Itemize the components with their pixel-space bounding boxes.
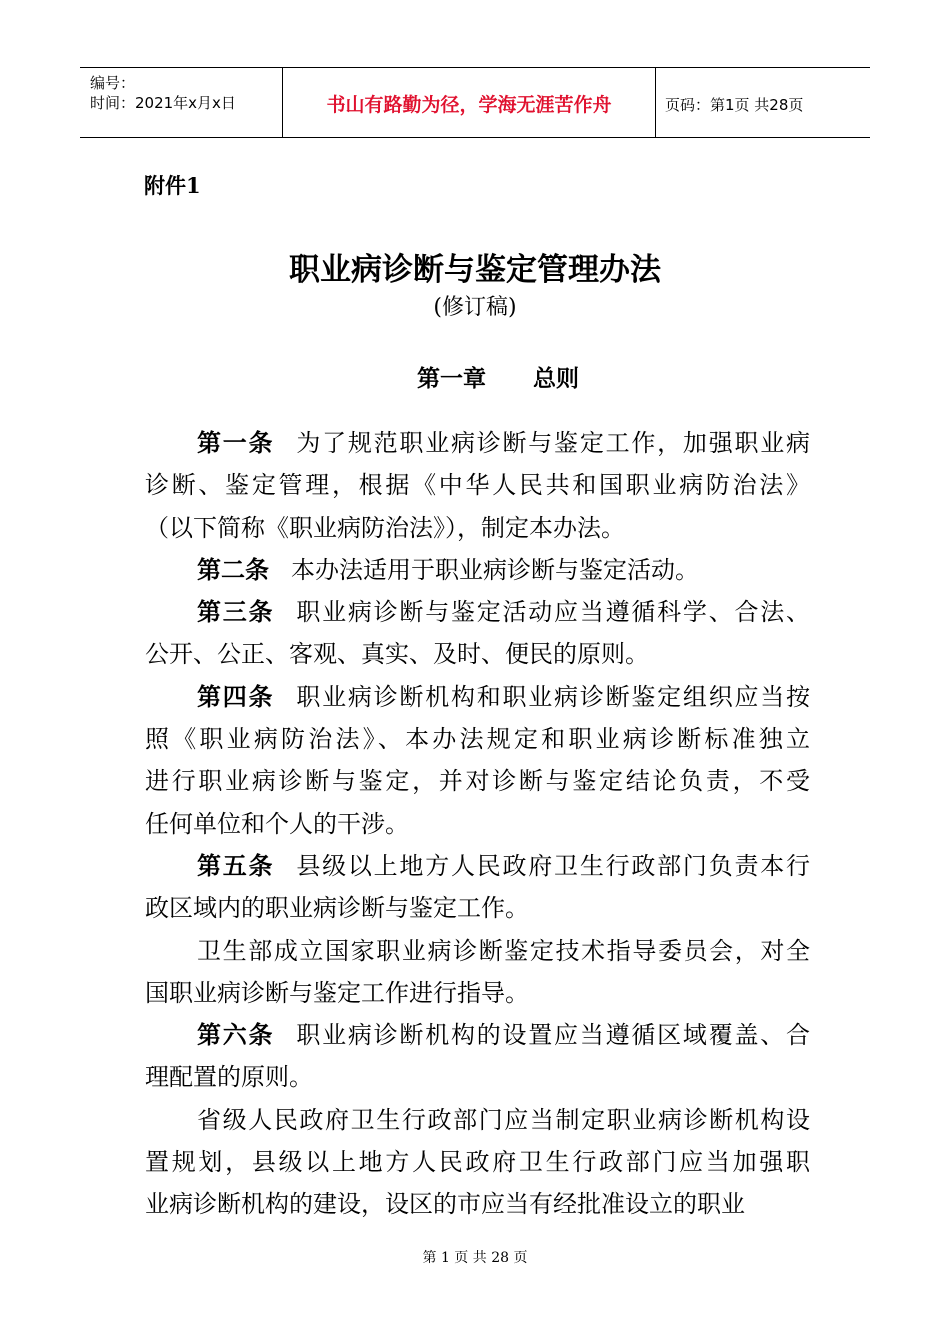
body-text: 任何单位和个人的干涉。 xyxy=(145,809,409,838)
body-text: 进行职业病诊断与鉴定，并对诊断与鉴定结论负责，不受 xyxy=(145,767,810,796)
doc-number-label: 编号： xyxy=(90,74,136,92)
body-text: 政区域内的职业病诊断与鉴定工作。 xyxy=(145,894,529,923)
body-text: 为了规范职业病诊断与鉴定工作，加强职业病 xyxy=(296,429,810,457)
document-title: 职业病诊断与鉴定管理办法 xyxy=(289,252,661,288)
text-line xyxy=(145,972,810,1014)
body-text: 职业病诊断机构和职业病诊断鉴定组织应当按 xyxy=(296,682,810,711)
header-motto: 书山有路勤为径，学海无涯苦作舟 xyxy=(326,94,612,116)
body-text: 职业病诊断与鉴定活动应当遵循科学、合法、 xyxy=(296,598,810,627)
body-text: （以下简称《职业病防治法》），制定本办法。 xyxy=(145,513,625,542)
body-text: 本办法适用于职业病诊断与鉴定活动。 xyxy=(291,555,699,584)
chapter-name: 总则 xyxy=(533,366,579,392)
text-line xyxy=(145,464,810,506)
article-number: 第三条 xyxy=(197,598,275,627)
text-line xyxy=(145,887,810,929)
body-text: 诊断、鉴定管理，根据《中华人民共和国职业病防治法》 xyxy=(145,471,810,500)
body-text: 国职业病诊断与鉴定工作进行指导。 xyxy=(145,978,529,1007)
text-line xyxy=(145,1141,810,1183)
article-line xyxy=(145,1014,810,1056)
body-text: 县级以上地方人民政府卫生行政部门负责本行 xyxy=(296,851,810,880)
body-text: 职业病诊断机构的设置应当遵循区域覆盖、合 xyxy=(296,1021,810,1050)
article-number: 第四条 xyxy=(197,682,275,711)
header-page-cell xyxy=(655,68,870,137)
text-line xyxy=(145,760,810,802)
chapter-number: 第一章 xyxy=(417,366,486,392)
body-text: 卫生部成立国家职业病诊断鉴定技术指导委员会，对全 xyxy=(197,936,810,965)
attachment-label: 附件1 xyxy=(144,173,201,198)
text-line xyxy=(145,507,810,549)
article-number: 第五条 xyxy=(197,851,275,880)
text-line xyxy=(145,1056,810,1098)
article-line xyxy=(145,549,810,591)
article-number: 第一条 xyxy=(197,429,275,457)
article-line xyxy=(145,422,810,464)
article-line xyxy=(145,676,810,718)
body-text: 业病诊断机构的建设，设区的市应当有经批准设立的职业 xyxy=(145,1190,745,1219)
document-subtitle: (修订稿) xyxy=(433,295,517,320)
body-text: 照《职业病防治法》、本办法规定和职业病诊断标准独立 xyxy=(145,725,810,754)
body-text: 省级人民政府卫生行政部门应当制定职业病诊断机构设 xyxy=(197,1105,810,1134)
doc-time-label: 时间：2021年x月x日 xyxy=(90,94,236,112)
header-page-info: 页码：第1页 共28页 xyxy=(665,96,804,114)
body-text: 理配置的原则。 xyxy=(145,1063,313,1092)
article-line xyxy=(145,591,810,633)
article-line xyxy=(145,845,810,887)
header-motto-cell xyxy=(282,68,656,137)
text-line xyxy=(145,1099,810,1141)
text-line xyxy=(145,803,810,845)
article-number: 第二条 xyxy=(197,555,269,584)
body-text: 公开、公正、客观、真实、及时、便民的原则。 xyxy=(145,640,649,669)
header-meta-cell xyxy=(80,68,282,137)
article-number: 第六条 xyxy=(197,1021,275,1050)
document-body xyxy=(145,422,810,1226)
text-line xyxy=(145,930,810,972)
text-line xyxy=(145,718,810,760)
text-line xyxy=(145,1183,810,1225)
page-footer: 第 1 页 共 28 页 xyxy=(422,1250,528,1266)
page-header xyxy=(80,67,870,138)
text-line xyxy=(145,633,810,675)
body-text: 置规划，县级以上地方人民政府卫生行政部门应当加强职 xyxy=(145,1148,810,1177)
